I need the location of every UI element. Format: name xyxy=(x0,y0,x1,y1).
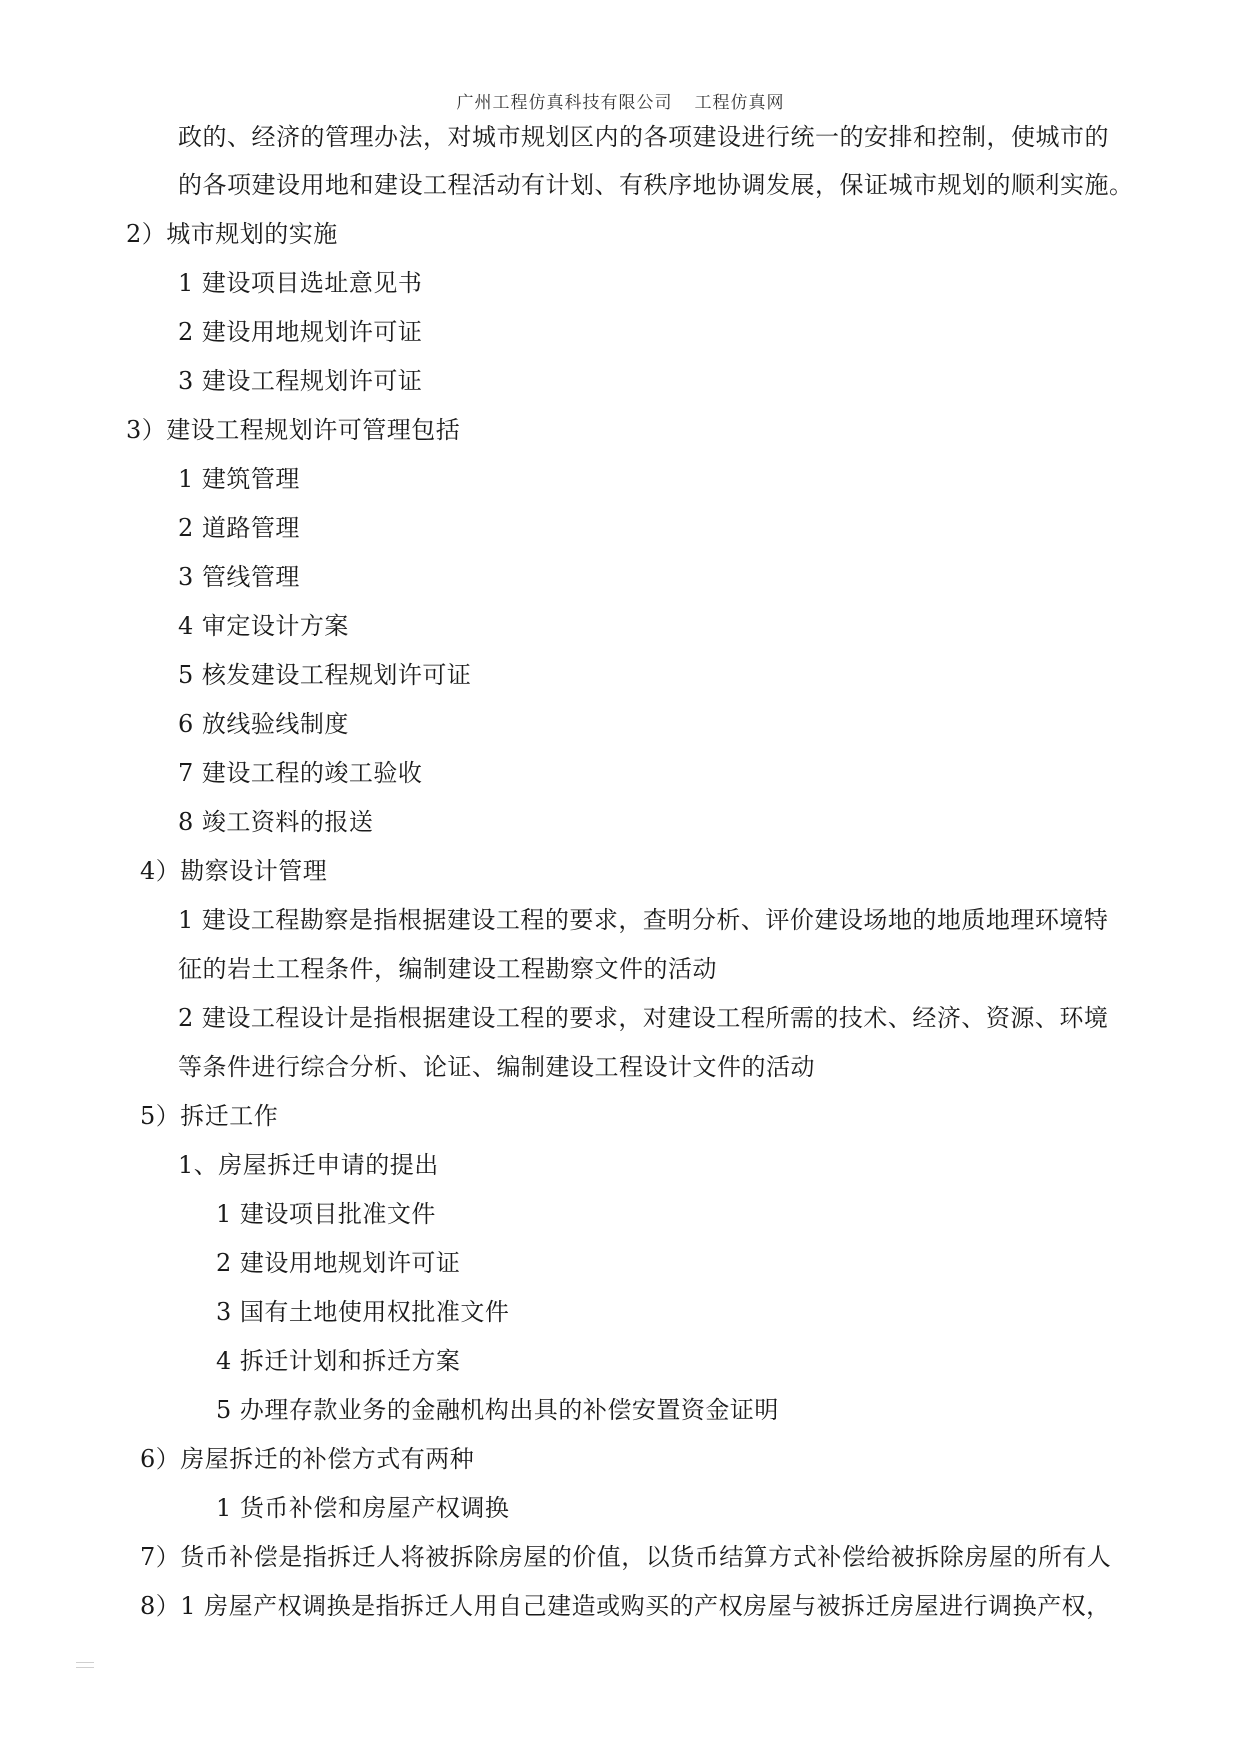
subsection-heading: 1、房屋拆迁申请的提出 xyxy=(178,1151,439,1179)
list-item: 1 建设项目批准文件 xyxy=(216,1200,436,1228)
section-heading-4: 4）勘察设计管理 xyxy=(140,857,328,885)
list-item: 2 道路管理 xyxy=(178,514,300,542)
list-item: 3 国有土地使用权批准文件 xyxy=(216,1298,510,1326)
section-heading-6: 6）房屋拆迁的补偿方式有两种 xyxy=(140,1445,475,1473)
footer-mark xyxy=(76,1662,94,1668)
paragraph-line: 1 建设工程勘察是指根据建设工程的要求，查明分析、评价建设场地的地质地理环境特 xyxy=(178,906,1109,934)
page-header xyxy=(0,88,1241,113)
paragraph-line: 的各项建设用地和建设工程活动有计划、有秩序地协调发展，保证城市规划的顺利实施。 xyxy=(178,171,1134,199)
list-item: 3 管线管理 xyxy=(178,563,300,591)
list-item: 1 建筑管理 xyxy=(178,465,300,493)
paragraph-line: 征的岩土工程条件，编制建设工程勘察文件的活动 xyxy=(178,955,717,983)
list-item: 1 建设项目选址意见书 xyxy=(178,269,423,297)
paragraph-line: 2 建设工程设计是指根据建设工程的要求，对建设工程所需的技术、经济、资源、环境 xyxy=(178,1004,1109,1032)
list-item: 1 货币补偿和房屋产权调换 xyxy=(216,1494,510,1522)
section-heading-5: 5）拆迁工作 xyxy=(140,1102,279,1130)
section-heading-3: 3）建设工程规划许可管理包括 xyxy=(126,416,461,444)
list-item: 2 建设用地规划许可证 xyxy=(178,318,423,346)
list-item: 4 拆迁计划和拆迁方案 xyxy=(216,1347,461,1375)
list-item: 3 建设工程规划许可证 xyxy=(178,367,423,395)
header-site: 工程仿真网 xyxy=(694,93,785,113)
list-item: 4 审定设计方案 xyxy=(178,612,349,640)
list-item: 8 竣工资料的报送 xyxy=(178,808,374,836)
section-heading-8: 8）1 房屋产权调换是指拆迁人用自己建造或购买的产权房屋与被拆迁房屋进行调换产权， xyxy=(140,1592,1111,1620)
header-company: 广州工程仿真科技有限公司 xyxy=(456,93,673,113)
list-item: 7 建设工程的竣工验收 xyxy=(178,759,423,787)
list-item: 6 放线验线制度 xyxy=(178,710,349,738)
list-item: 5 核发建设工程规划许可证 xyxy=(178,661,472,689)
section-heading-7: 7）货币补偿是指拆迁人将被拆除房屋的价值，以货币结算方式补偿给被拆除房屋的所有人 xyxy=(140,1543,1112,1571)
list-item: 2 建设用地规划许可证 xyxy=(216,1249,461,1277)
paragraph-line: 等条件进行综合分析、论证、编制建设工程设计文件的活动 xyxy=(178,1053,815,1081)
list-item: 5 办理存款业务的金融机构出具的补偿安置资金证明 xyxy=(216,1396,779,1424)
paragraph-line: 政的、经济的管理办法，对城市规划区内的各项建设进行统一的安排和控制，使城市的 xyxy=(178,123,1109,151)
section-heading-2: 2）城市规划的实施 xyxy=(126,220,338,248)
